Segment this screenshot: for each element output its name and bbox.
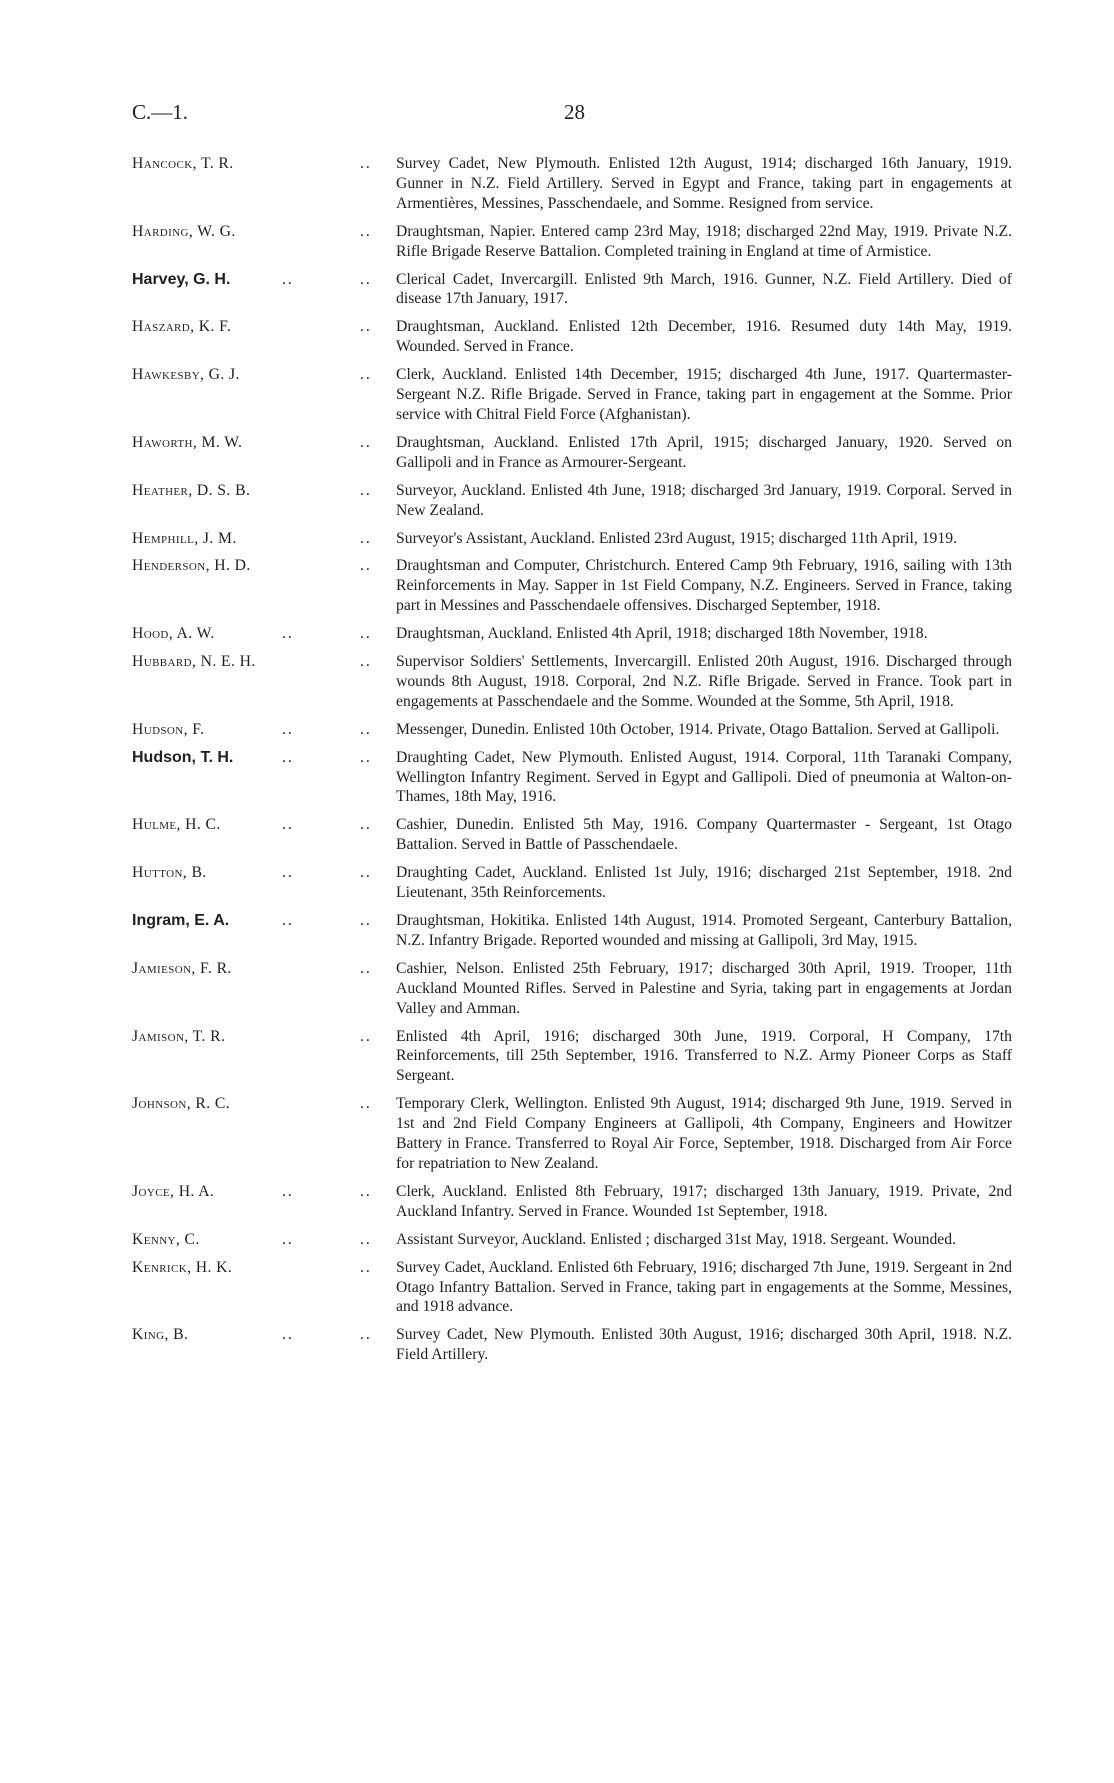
dot-leader: .. bbox=[360, 318, 372, 336]
page-header bbox=[132, 100, 1012, 130]
entry-name: Hancock, T. R. bbox=[132, 155, 234, 172]
personnel-entry bbox=[132, 1182, 1012, 1222]
entry-description: Clerical Cadet, Invercargill. Enlisted 9th March, 1916. Gunner, N.Z. Field Artillery. Died of disease 17th January, 1917. bbox=[396, 270, 1012, 308]
entry-name: Hulme, H. C. bbox=[132, 816, 221, 834]
entry-name: Hawkesby, G. J. bbox=[132, 366, 240, 384]
dot-leader: .. bbox=[360, 433, 372, 451]
personnel-entry bbox=[132, 222, 1012, 262]
dot-leader: .. bbox=[360, 366, 372, 384]
entry-name: Hudson, T. H. bbox=[132, 748, 234, 766]
dot-leader: .. bbox=[360, 481, 372, 499]
dot-leader: .. bbox=[282, 1326, 294, 1344]
dot-leader: .. bbox=[360, 1230, 372, 1248]
dot-leader: .. bbox=[360, 748, 372, 766]
dot-leader: .. bbox=[282, 864, 294, 882]
entry-description: Clerk, Auckland. Enlisted 8th February, 1917; discharged 13th January, 1919. Private, 2nd Auckland Infantry. Served in France. Wounded 1st September, 1918. bbox=[396, 1182, 1012, 1220]
dot-leader: .. bbox=[282, 1230, 294, 1248]
dot-leader: .. bbox=[360, 222, 372, 240]
personnel-entry bbox=[132, 556, 1012, 616]
personnel-list bbox=[132, 154, 1012, 1373]
dot-leader: .. bbox=[282, 270, 294, 288]
entry-name: Haszard, K. F. bbox=[132, 318, 232, 336]
entry-description: Surveyor's Assistant, Auckland. Enlisted 23rd August, 1915; discharged 11th April, 1919. bbox=[396, 529, 958, 547]
dot-leader: .. bbox=[360, 1326, 372, 1344]
personnel-entry bbox=[132, 317, 1012, 357]
personnel-entry bbox=[132, 1094, 1012, 1174]
entry-description: Assistant Surveyor, Auckland. Enlisted ; discharged 31st May, 1918. Sergeant. Wounded. bbox=[396, 1230, 957, 1248]
dot-leader: .. bbox=[360, 1182, 372, 1200]
entry-description: Draughtsman, Auckland. Enlisted 17th April, 1915; discharged January, 1920. Served on Gallipoli and in France as Armourer-Sergeant. bbox=[396, 433, 1012, 471]
dot-leader: .. bbox=[282, 720, 294, 738]
entry-name: Hood, A. W. bbox=[132, 625, 215, 643]
entry-description: Draughtsman, Napier. Entered camp 23rd May, 1918; discharged 22nd May, 1919. Private N.Z. Rifle Brigade Reserve Battalion. Completed training in England at time of Armistice. bbox=[396, 222, 1012, 260]
dot-leader: .. bbox=[360, 864, 372, 882]
entry-name: Joyce, H. A. bbox=[132, 1182, 215, 1200]
personnel-entry bbox=[132, 154, 1012, 214]
entry-name: Harding, W. G. bbox=[132, 222, 236, 240]
dot-leader: .. bbox=[360, 959, 372, 977]
entry-name: Harvey, G. H. bbox=[132, 270, 231, 288]
entry-description: Messenger, Dunedin. Enlisted 10th October, 1914. Private, Otago Battalion. Served at Gallipoli. bbox=[396, 720, 1000, 738]
entry-name: Ingram, E. A. bbox=[132, 912, 230, 929]
personnel-entry bbox=[132, 433, 1012, 473]
dot-leader: .. bbox=[360, 1027, 372, 1045]
entry-description: Temporary Clerk, Wellington. Enlisted 9th August, 1914; discharged 9th June, 1919. Served in 1st and 2nd Field Company Engineers at Gallipoli, 4th Company, Engineers and Howitzer Battery in France. Transferred to Royal Air Force, September, 1918. Discharged from Air Force for repatriation to New Zealand. bbox=[396, 1095, 1012, 1172]
dot-leader: .. bbox=[282, 1182, 294, 1200]
entry-description: Clerk, Auckland. Enlisted 14th December, 1915; discharged 4th June, 1917. Quartermaster-Sergeant N.Z. Rifle Brigade. Served in France, taking part in engagement at the Somme. Prior service with Chitral Field Force (Afghanistan). bbox=[396, 366, 1012, 423]
entry-name: Johnson, R. C. bbox=[132, 1095, 231, 1113]
entry-name: Heather, D. S. B. bbox=[132, 481, 251, 499]
entry-description: Draughtsman, Hokitika. Enlisted 14th August, 1914. Promoted Sergeant, Canterbury Battalion, N.Z. Infantry Brigade. Reported wounded and missing at Gallipoli, 3rd May, 1915. bbox=[396, 912, 1012, 949]
entry-name: Jamison, T. R. bbox=[132, 1027, 226, 1045]
dot-leader: .. bbox=[360, 270, 372, 288]
personnel-entry bbox=[132, 815, 1012, 855]
personnel-entry bbox=[132, 911, 1012, 951]
personnel-entry bbox=[132, 365, 1012, 425]
dot-leader: .. bbox=[360, 155, 372, 172]
entry-name: Henderson, H. D. bbox=[132, 557, 251, 575]
entry-description: Survey Cadet, New Plymouth. Enlisted 30th August, 1916; discharged 30th April, 1918. N.Z. Field Artillery. bbox=[396, 1326, 1012, 1364]
page-number: 28 bbox=[564, 100, 585, 124]
personnel-entry bbox=[132, 1325, 1012, 1365]
entry-name: Jamieson, F. R. bbox=[132, 959, 232, 977]
entry-description: Supervisor Soldiers' Settlements, Invercargill. Enlisted 20th August, 1916. Discharged through wounds 8th August, 1918. Corporal, 2nd N.Z. Rifle Brigade. Served in France. Took part in engagements at Passchendaele and the Somme. Wounded at the Somme, 5th April, 1918. bbox=[396, 653, 1012, 710]
entry-name: Haworth, M. W. bbox=[132, 433, 243, 451]
entry-name: King, B. bbox=[132, 1326, 189, 1344]
dot-leader: .. bbox=[360, 529, 372, 547]
personnel-entry bbox=[132, 652, 1012, 712]
personnel-entry bbox=[132, 529, 1012, 549]
dot-leader: .. bbox=[282, 816, 294, 834]
personnel-entry bbox=[132, 863, 1012, 903]
personnel-entry bbox=[132, 959, 1012, 1019]
entry-description: Cashier, Nelson. Enlisted 25th February, 1917; discharged 30th April, 1919. Trooper, 11th Auckland Mounted Rifles. Served in Palestine and Syria, taking part in engagements at Jordan Valley and Amman. bbox=[396, 959, 1012, 1017]
entry-description: Enlisted 4th April, 1916; discharged 30th June, 1919. Corporal, H Company, 17th Reinforcements, till 25th September, 1916. Transferred to N.Z. Army Pioneer Corps as Staff Sergeant. bbox=[396, 1027, 1012, 1085]
personnel-entry bbox=[132, 481, 1012, 521]
dot-leader: .. bbox=[360, 557, 372, 575]
entry-name: Kenrick, H. K. bbox=[132, 1258, 233, 1276]
entry-name: Hudson, F. bbox=[132, 720, 205, 738]
entry-description: Survey Cadet, New Plymouth. Enlisted 12th August, 1914; discharged 16th January, 1919. Gunner in N.Z. Field Artillery. Served in Egypt and France, taking part in engagements at Armentières, Messines, Passchendaele, and Somme. Resigned from service. bbox=[396, 155, 1012, 212]
dot-leader: .. bbox=[282, 625, 294, 643]
entry-description: Surveyor, Auckland. Enlisted 4th June, 1918; discharged 3rd January, 1919. Corporal. Served in New Zealand. bbox=[396, 481, 1012, 519]
dot-leader: .. bbox=[360, 816, 372, 834]
personnel-entry bbox=[132, 624, 1012, 644]
entry-description: Survey Cadet, Auckland. Enlisted 6th February, 1916; discharged 7th June, 1919. Sergeant in 2nd Otago Infantry Battalion. Served in France, taking part in engagements at the Somme, Messines, and 1918 advance. bbox=[396, 1258, 1012, 1316]
personnel-entry bbox=[132, 270, 1012, 310]
entry-description: Draughtsman, Auckland. Enlisted 12th December, 1916. Resumed duty 14th May, 1919. Wounded. Served in France. bbox=[396, 318, 1012, 356]
dot-leader: .. bbox=[282, 748, 294, 766]
personnel-entry bbox=[132, 720, 1012, 740]
entry-description: Draughtsman and Computer, Christchurch. Entered Camp 9th February, 1916, sailing with 13th Reinforcements in May. Sapper in 1st Field Company, N.Z. Engineers. Served in France, taking part in Messines and Passchendaele offensives. Discharged September, 1918. bbox=[396, 557, 1012, 615]
entry-description: Draughting Cadet, Auckland. Enlisted 1st July, 1916; discharged 21st September, 1918. 2nd Lieutenant, 35th Reinforcements. bbox=[396, 864, 1012, 902]
dot-leader: .. bbox=[360, 912, 372, 929]
entry-name: Hemphill, J. M. bbox=[132, 529, 237, 547]
entry-description: Draughtsman, Auckland. Enlisted 4th April, 1918; discharged 18th November, 1918. bbox=[396, 625, 928, 643]
dot-leader: .. bbox=[360, 1095, 372, 1113]
personnel-entry bbox=[132, 1258, 1012, 1318]
personnel-entry bbox=[132, 1230, 1012, 1250]
document-reference: C.—1. bbox=[132, 100, 189, 124]
entry-description: Draughting Cadet, New Plymouth. Enlisted August, 1914. Corporal, 11th Taranaki Company, Wellington Infantry Regiment. Served in Egypt and Gallipoli. Died of pneumonia at Walton-on-Thames, 18th May, 1916. bbox=[396, 748, 1012, 806]
personnel-entry bbox=[132, 748, 1012, 808]
entry-name: Hutton, B. bbox=[132, 864, 207, 882]
dot-leader: .. bbox=[360, 1258, 372, 1276]
entry-description: Cashier, Dunedin. Enlisted 5th May, 1916. Company Quartermaster - Sergeant, 1st Otago Battalion. Served in Battle of Passchendaele. bbox=[396, 816, 1012, 854]
dot-leader: .. bbox=[282, 912, 294, 929]
dot-leader: .. bbox=[360, 720, 372, 738]
dot-leader: .. bbox=[360, 653, 372, 671]
entry-name: Hubbard, N. E. H. bbox=[132, 653, 256, 671]
personnel-entry bbox=[132, 1027, 1012, 1087]
dot-leader: .. bbox=[360, 625, 372, 643]
entry-name: Kenny, C. bbox=[132, 1230, 200, 1248]
